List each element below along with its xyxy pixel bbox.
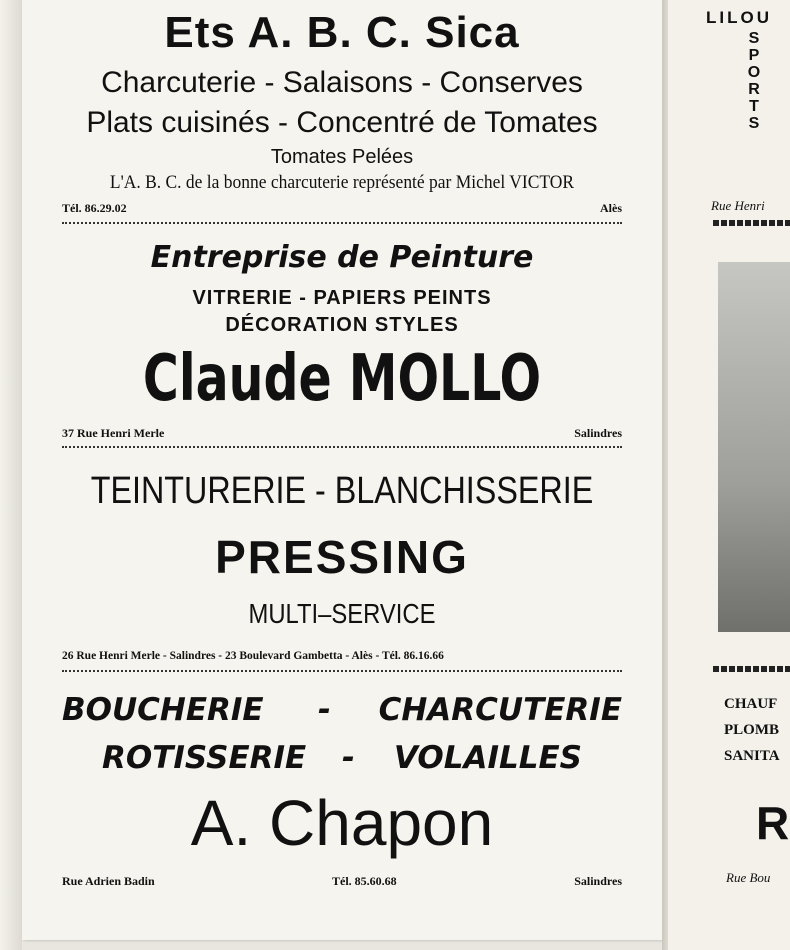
- sports-vertical: [744, 30, 764, 132]
- right-big-letter: R: [756, 797, 790, 849]
- charcuterie-label: CHARCUTERIE: [378, 692, 622, 728]
- volailles-label: VOLAILLES: [393, 740, 582, 776]
- peinture-address: 37 Rue Henri Merle: [62, 426, 165, 440]
- abc-dishes-line: Plats cuisinés - Concentré de Tomates: [86, 106, 598, 139]
- rotisserie-label: ROTISSERIE: [102, 740, 307, 776]
- left-page: [22, 0, 662, 940]
- peinture-owner-name: Claude MOLLO: [142, 342, 542, 416]
- divider-1: [62, 222, 622, 224]
- right-line-3: SANITA: [724, 748, 780, 764]
- boucherie-city: Salindres: [574, 874, 622, 888]
- sports-letter: S: [748, 30, 760, 47]
- right-address: Rue Henri: [711, 198, 765, 213]
- abc-representative-line: L'A. B. C. de la bonne charcuterie représenté par Michel VICTOR: [109, 172, 575, 193]
- separator: -: [318, 692, 331, 728]
- sports-letter: O: [747, 64, 761, 81]
- boucherie-phone: Tél. 85.60.68: [332, 874, 397, 888]
- sports-letter: P: [748, 47, 760, 64]
- sports-letter: T: [749, 98, 759, 115]
- right-bottom-address: Rue Bou: [726, 870, 771, 885]
- pressing-services-line: TEINTURERIE - BLANCHISSERIE: [90, 470, 594, 512]
- page-edge-strip: [0, 0, 22, 950]
- pressing-multiservice: MULTI–SERVICE: [248, 598, 436, 629]
- divider-2: [62, 446, 622, 448]
- right-brand: LILOU: [706, 8, 772, 27]
- peinture-styles-line: DÉCORATION STYLES: [225, 314, 459, 336]
- boucherie-address: Rue Adrien Badin: [62, 874, 155, 888]
- abc-products-line: Charcuterie - Salaisons - Conserves: [101, 66, 583, 99]
- sports-letter: S: [748, 115, 760, 132]
- pressing-title: PRESSING: [215, 531, 469, 583]
- pressing-address: 26 Rue Henri Merle - Salindres - 23 Boulevard Gambetta - Alès - Tél. 86.16.66: [62, 650, 444, 662]
- divider-3: [62, 670, 622, 672]
- abc-tomatoes-line: Tomates Pelées: [270, 146, 414, 168]
- right-divider-bottom: [713, 666, 790, 672]
- peinture-title: Entreprise de Peinture: [150, 240, 534, 275]
- abc-phone: Tél. 86.29.02: [62, 201, 127, 215]
- right-page: [668, 0, 790, 950]
- separator: -: [342, 740, 355, 776]
- peinture-services-line: VITRERIE - PAPIERS PEINTS: [192, 287, 492, 309]
- right-line-2: PLOMB: [724, 722, 779, 738]
- boucherie-owner-name: A. Chapon: [190, 787, 494, 859]
- right-divider-top: [713, 220, 790, 226]
- peinture-city: Salindres: [574, 426, 622, 440]
- right-photo: [718, 262, 790, 632]
- abc-city: Alès: [600, 201, 622, 215]
- boucherie-label: BOUCHERIE: [62, 692, 264, 728]
- sports-letter: R: [748, 81, 760, 98]
- abc-title: Ets A. B. C. Sica: [164, 8, 520, 57]
- right-line-1: CHAUF: [724, 696, 778, 712]
